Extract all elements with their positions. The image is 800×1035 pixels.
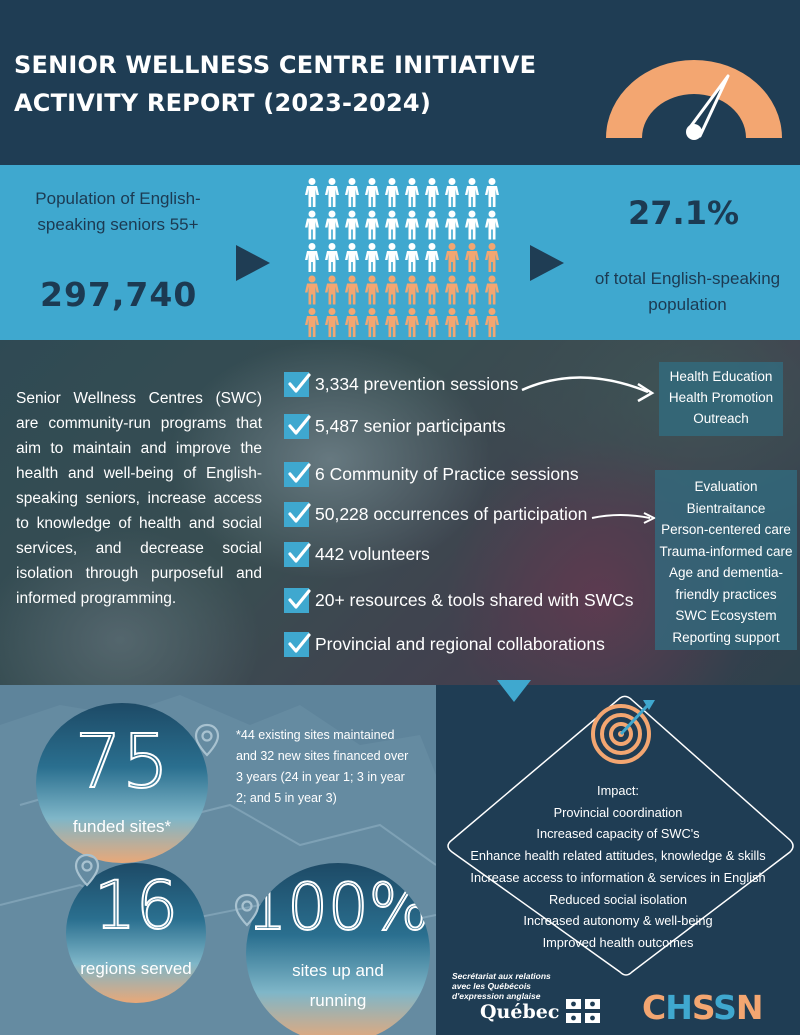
achievement-item xyxy=(284,460,579,488)
impact-item: Enhance health related attitudes, knowledge & skills xyxy=(470,848,766,864)
person-icon xyxy=(445,276,459,305)
person-icon xyxy=(325,178,339,207)
topic-item: Health Education xyxy=(669,369,773,384)
achievement-item xyxy=(284,630,605,658)
impact-item: Increased autonomy & well-being xyxy=(523,913,713,929)
impact-list xyxy=(436,780,800,954)
person-icon xyxy=(305,276,319,305)
topic-item: friendly practices xyxy=(675,586,777,602)
person-icon xyxy=(385,243,399,272)
person-icon xyxy=(345,243,359,272)
person-icon xyxy=(345,211,359,240)
activities-section xyxy=(0,340,800,685)
person-icon xyxy=(445,211,459,240)
person-icon xyxy=(425,211,439,240)
person-icon xyxy=(425,276,439,305)
person-icon xyxy=(485,276,499,305)
funded-sites-circle xyxy=(36,703,208,863)
percentage-label: of total English-speaking population xyxy=(594,269,781,314)
achievement-item xyxy=(284,500,587,528)
person-icon xyxy=(385,211,399,240)
person-icon xyxy=(345,308,359,337)
impact-item: Improved health outcomes xyxy=(542,934,694,950)
person-icon xyxy=(405,276,419,305)
swc-description: Senior Wellness Centres (SWC) are community-run programs that aim to maintain and improve the health and well-being of English-speaking seniors, increase access to knowledge of health and social services, and decrease social isolation through purposeful and informed programming. xyxy=(16,390,262,607)
chssn-letter: S xyxy=(713,988,736,1027)
person-icon xyxy=(325,308,339,337)
stats-section xyxy=(0,685,436,1035)
person-icon xyxy=(465,211,479,240)
funded-sites-label: funded sites* xyxy=(72,817,172,836)
person-icon xyxy=(385,178,399,207)
chssn-letter: S xyxy=(691,988,714,1027)
target-icon xyxy=(585,694,657,766)
impact-item: Increase access to information & services in English xyxy=(470,869,766,885)
person-icon xyxy=(305,243,319,272)
topic-item: Bientraitance xyxy=(686,500,766,516)
header-section xyxy=(0,0,800,165)
secretariat-line: Secrétariat aux relations xyxy=(452,971,551,981)
person-icon xyxy=(425,308,439,337)
checkmark-icon xyxy=(284,372,309,397)
person-icon xyxy=(345,276,359,305)
impact-item: Reduced social isolation xyxy=(548,891,687,907)
person-icon xyxy=(485,243,499,272)
regions-number: 16 xyxy=(94,867,178,944)
impact-item: Increased capacity of SWC's xyxy=(536,826,700,842)
topic-item: Age and dementia- xyxy=(668,565,784,580)
page-title xyxy=(14,46,536,122)
achievement-text: 50,228 occurrences of participation xyxy=(315,503,588,524)
chssn-logo-text xyxy=(642,988,763,1027)
person-icon xyxy=(365,211,379,240)
population-label: Population of English-speaking seniors 55+ xyxy=(35,189,201,234)
topic-item: SWC Ecosystem xyxy=(675,608,777,623)
person-icon xyxy=(445,243,459,272)
secretariat-line: avec les Québécois xyxy=(452,981,531,991)
gauge-icon xyxy=(604,58,784,140)
checkmark-icon xyxy=(284,632,309,657)
sites-running-number: 100% xyxy=(246,871,430,945)
topic-item: Person-centered care xyxy=(661,522,791,537)
support-topics-box xyxy=(655,470,797,650)
achievement-item xyxy=(284,370,518,398)
sites-running-circle xyxy=(246,863,430,1035)
topic-item: Outreach xyxy=(693,411,749,426)
person-icon xyxy=(425,178,439,207)
person-icon xyxy=(465,308,479,337)
checkmark-icon xyxy=(284,542,309,567)
person-icon xyxy=(325,211,339,240)
chssn-letter: C xyxy=(642,988,666,1027)
person-icon xyxy=(425,243,439,272)
person-icon xyxy=(405,308,419,337)
chssn-letter: H xyxy=(665,988,692,1027)
sites-running-label: sites up and xyxy=(292,961,384,980)
topic-item: Trauma-informed care xyxy=(659,543,793,559)
achievement-item xyxy=(284,412,506,440)
person-icon xyxy=(485,178,499,207)
person-icon xyxy=(325,243,339,272)
secretariat-line: d'expression anglaise xyxy=(452,991,541,1001)
topic-item: Health Promotion xyxy=(668,390,774,405)
person-icon xyxy=(405,243,419,272)
achievement-text: 6 Community of Practice sessions xyxy=(315,463,579,484)
person-icon xyxy=(305,308,319,337)
impact-item: Provincial coordination xyxy=(553,804,683,820)
chssn-letter: N xyxy=(735,988,763,1027)
title-line-2: ACTIVITY REPORT (2023-2024) xyxy=(14,89,431,117)
checkmark-icon xyxy=(284,588,309,613)
person-icon xyxy=(405,178,419,207)
callout-arrow-icon xyxy=(590,508,660,528)
funded-sites-number: 75 xyxy=(74,719,170,805)
regions-label: regions served xyxy=(80,959,192,978)
person-icon xyxy=(365,178,379,207)
location-pin-icon xyxy=(74,853,100,887)
percentage-value: 27.1% xyxy=(628,194,740,232)
people-grid-icon xyxy=(302,176,502,341)
population-number: 297,740 xyxy=(40,275,198,314)
person-icon xyxy=(385,308,399,337)
person-icon xyxy=(345,178,359,207)
person-icon xyxy=(445,308,459,337)
person-icon xyxy=(365,243,379,272)
person-icon xyxy=(325,276,339,305)
title-line-1: SENIOR WELLNESS CENTRE INITIATIVE xyxy=(14,51,537,79)
chssn-logo xyxy=(642,988,763,1027)
funded-sites-footnote: *44 existing sites maintained and 32 new sites financed over 3 years (24 in year 1; 3 in year 2; and 5 in year 3) xyxy=(236,728,409,805)
callout-arrow-icon xyxy=(520,370,660,410)
achievement-text: 442 volunteers xyxy=(315,543,430,564)
topic-item: Reporting support xyxy=(672,629,780,645)
right-arrow-icon xyxy=(236,245,270,281)
sites-running-label: running xyxy=(309,991,367,1010)
person-icon xyxy=(465,178,479,207)
person-icon xyxy=(385,276,399,305)
achievement-item xyxy=(284,540,430,568)
quebec-flag-icon xyxy=(566,999,600,1023)
person-icon xyxy=(305,211,319,240)
location-pin-icon xyxy=(194,723,220,757)
person-icon xyxy=(365,276,379,305)
secretariat-logo-text xyxy=(452,971,551,1001)
person-icon xyxy=(465,276,479,305)
person-icon xyxy=(405,211,419,240)
person-icon xyxy=(485,211,499,240)
checkmark-icon xyxy=(284,502,309,527)
quebec-logo-text: Québec xyxy=(480,1001,560,1023)
session-topics-box xyxy=(659,362,783,436)
person-icon xyxy=(445,178,459,207)
achievement-text: Provincial and regional collaborations xyxy=(315,633,605,654)
right-arrow-icon xyxy=(530,245,564,281)
achievement-text: 20+ resources & tools shared with SWCs xyxy=(315,589,634,610)
checkmark-icon xyxy=(284,462,309,487)
checkmark-icon xyxy=(284,414,309,439)
location-pin-icon xyxy=(234,893,260,927)
achievement-text: 5,487 senior participants xyxy=(315,415,506,436)
topic-item: Evaluation xyxy=(694,479,758,494)
achievement-text: 3,334 prevention sessions xyxy=(315,373,519,394)
impact-heading: Impact: xyxy=(597,783,639,798)
achievement-item xyxy=(284,586,634,614)
person-icon xyxy=(465,243,479,272)
person-icon xyxy=(305,178,319,207)
person-icon xyxy=(365,308,379,337)
person-icon xyxy=(485,308,499,337)
